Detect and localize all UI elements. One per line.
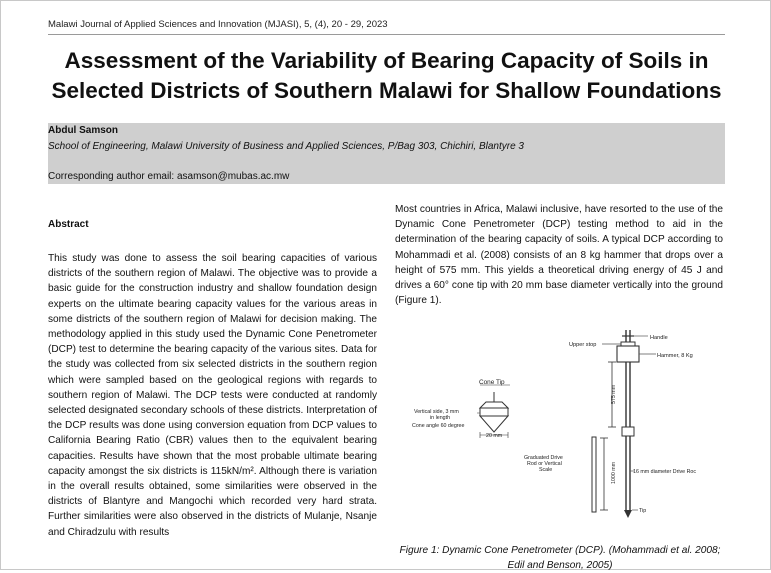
label-rod-length: 1000 mm (611, 461, 617, 484)
label-cone-tip: Cone Tip (479, 379, 505, 386)
body-paragraph: Most countries in Africa, Malawi inclusive, have resorted to the use of the Dynamic Cone Penetrometer (DCP) testing method to aid in the determination of the bearing capacity of soils. A typical DCP according to Mohammadi et al. (2008) consists of an 8 kg hammer that drops over a height of 575 mm. This yields a theoretical driving energy of 45 J and drives a 60° cone tip with 20 mm base diameter vertically into the ground (Figure 1). (395, 204, 723, 307)
label-upper-stop: Upper stop (569, 342, 597, 348)
journal-header: Malawi Journal of Applied Sciences and Innovation (MJASI), 5, (4), 20 - 29, 2023 (48, 19, 388, 30)
label-drive-rod: Graduated Drive (524, 455, 563, 461)
paper-title: Assessment of the Variability of Bearing Capacity of Soils in Selected Districts of Southern Malawi for Shallow Foundations (51, 48, 722, 103)
abstract-text: This study was done to assess the soil bearing capacities of various districts of the southern region of Malawi. The objective was to provide a basic guide for the construction industry and shallow foundation design experts on the ultimate bearing capacity values for the various areas in some districts of the southern region of Malawi for decision making. The methodology applied in this study used the Dynamic Cone Penetrometer (DCP) test to determine the bearing capacity of the various sites. Data for the study was collected from six selected districts in the southern region which were sampled based on the geological regions with regards to southern region of Malawi. The DCP tests were conducted at randomly selected designated secondary schools of these districts. Interpretation of the DCP results was done using conversion equation from DCP values to California Bearing Ratio (CBR) values then to the equivalent bearing capacities. Results have shown that the most probable ultimate bearing capacity amongst the six districts is 115kN/m². Although there is variation in the overall results obtained, some similarities were observed in the districts of Blantyre and Mangochi which recorded very hard strata. Further similarities were also observed in the districts of Mulanje, Nsanje and Chiradzulu with results (48, 253, 377, 538)
label-vertical-side-2: in length (430, 415, 451, 421)
label-drive-rod-3: Scale (539, 467, 553, 473)
header-rule (48, 34, 725, 35)
abstract-heading: Abstract (48, 219, 89, 230)
label-hammer: Hammer, 8 Kg (657, 353, 693, 359)
label-drive-rod-2: Rod or Vertical (527, 461, 562, 467)
label-rod-diameter: 16 mm diameter Drive Roc (633, 469, 696, 475)
label-handle: Handle (650, 335, 668, 341)
label-cone-angle: Cone angle 60 degree (412, 423, 465, 429)
label-drop-height: 575 mm (611, 384, 617, 404)
label-base-diameter: 20 mm (486, 433, 503, 439)
author-name: Abdul Samson (48, 125, 119, 136)
label-tip: Tip (639, 508, 647, 514)
author-affiliation: School of Engineering, Malawi University of Business and Applied Sciences, P/Bag 303, Chichiri, Blantyre 3 (48, 141, 524, 152)
author-email: Corresponding author email: asamson@mubas.ac.mw (48, 171, 290, 182)
label-vertical-side: Vertical side, 3 mm (414, 409, 459, 415)
dcp-figure (400, 322, 725, 532)
figure-caption: Figure 1: Dynamic Cone Penetrometer (DCP). (Mohammadi et al. 2008; Edil and Benson, 2005) (399, 545, 721, 571)
